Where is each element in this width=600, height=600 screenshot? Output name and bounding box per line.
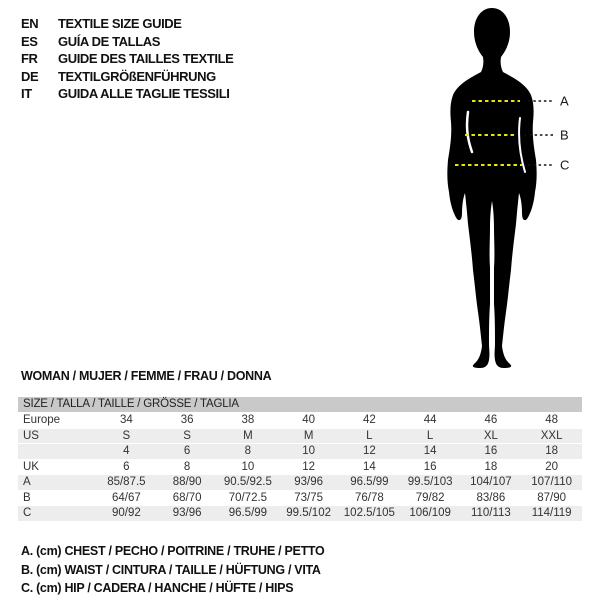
- section-title: WOMAN / MUJER / FEMME / FRAU / DONNA: [21, 369, 272, 383]
- size-cell: 110/113: [470, 507, 511, 519]
- size-cell: 93/96: [172, 507, 202, 519]
- size-cell: 44: [423, 414, 437, 426]
- size-cell: 76/78: [354, 491, 384, 504]
- size-cell: 6: [123, 460, 130, 473]
- size-cell: M: [243, 429, 253, 442]
- language-title: TEXTILGRÖßENFÜHRUNG: [58, 68, 216, 84]
- size-table: [18, 397, 582, 521]
- size-cell: L: [426, 429, 434, 442]
- size-cell: 8: [183, 460, 191, 473]
- size-cell: 10: [302, 445, 316, 457]
- size-cell: 36: [180, 414, 194, 426]
- language-title: GUIDE DES TAILLES TEXTILE: [58, 51, 234, 66]
- size-cell: 16: [484, 445, 498, 457]
- measure-label-c: C: [560, 157, 570, 173]
- measure-label-b: B: [560, 127, 569, 143]
- size-cell: 16: [423, 460, 437, 473]
- legend-item: B. (cm) WAIST / CINTURA / TAILLE / HÜFTUNG / VITA: [21, 562, 321, 577]
- language-title-list: [21, 15, 233, 103]
- language-row: [21, 85, 233, 103]
- size-cell: 96.5/99: [350, 476, 389, 488]
- size-cell: 40: [302, 414, 316, 426]
- language-code: EN: [21, 16, 39, 31]
- size-cell: 14: [362, 460, 376, 473]
- table-row: [18, 474, 582, 490]
- size-cell: 88/90: [172, 476, 202, 488]
- language-code: ES: [21, 33, 38, 49]
- size-cell: 99.5/102: [286, 507, 331, 519]
- language-title: GUÍA DE TALLAS: [58, 33, 161, 49]
- size-cell: 96.5/99: [228, 507, 268, 519]
- size-cell: XXL: [540, 429, 563, 442]
- size-cell: 18: [545, 445, 559, 457]
- measure-label-a: A: [560, 93, 569, 109]
- size-cell: 107/110: [531, 476, 572, 488]
- size-cell: 73/75: [294, 491, 324, 504]
- size-cell: 90.5/92.5: [223, 476, 272, 488]
- size-cell: M: [303, 429, 314, 442]
- language-row: [21, 50, 233, 68]
- row-label: B: [23, 491, 31, 504]
- size-cell: 12: [362, 445, 376, 457]
- table-row: [18, 428, 582, 444]
- size-cell: 99.5/103: [407, 476, 453, 488]
- row-label: US: [23, 429, 39, 442]
- language-title: TEXTILE SIZE GUIDE: [58, 16, 182, 31]
- row-label: C: [23, 507, 32, 519]
- row-label: A: [23, 476, 31, 488]
- woman-silhouette: [447, 8, 536, 368]
- size-cell: 90/92: [111, 507, 141, 519]
- size-cell: 48: [545, 414, 559, 426]
- language-code: FR: [21, 51, 38, 66]
- size-cell: 18: [484, 460, 498, 473]
- size-cell: 87/90: [537, 491, 567, 504]
- language-title: GUIDA ALLE TAGLIE TESSILI: [58, 86, 230, 101]
- size-cell: 20: [545, 460, 559, 473]
- size-cell: 114/119: [531, 507, 572, 519]
- size-cell: 102.5/105: [343, 507, 395, 519]
- size-cell: 64/67: [111, 491, 141, 504]
- table-row: [18, 412, 582, 428]
- language-row: [21, 15, 233, 33]
- size-cell: 83/86: [476, 491, 506, 504]
- size-cell: L: [366, 429, 373, 442]
- size-cell: 68/70: [172, 491, 202, 504]
- measurement-legend: [21, 542, 324, 598]
- language-code: IT: [21, 86, 32, 101]
- row-label: Europe: [23, 414, 61, 426]
- size-table-body: [18, 412, 582, 521]
- size-cell: S: [183, 429, 191, 442]
- size-cell: S: [122, 429, 131, 442]
- size-cell: XL: [483, 429, 498, 442]
- row-label: UK: [23, 460, 39, 473]
- size-cell: 6: [183, 445, 191, 457]
- size-cell: 85/87.5: [107, 476, 146, 488]
- language-code: DE: [21, 68, 39, 84]
- size-cell: 34: [119, 414, 133, 426]
- size-cell: 42: [362, 414, 376, 426]
- size-cell: 79/82: [415, 491, 445, 504]
- size-cell: 14: [423, 445, 437, 457]
- table-row: [18, 505, 582, 521]
- legend-item: C. (cm) HIP / CADERA / HANCHE / HÜFTE / HIPS: [21, 581, 294, 595]
- table-row: [18, 490, 582, 506]
- table-row: [18, 443, 582, 459]
- size-cell: 8: [244, 445, 252, 457]
- size-cell: 70/72.5: [228, 491, 268, 504]
- size-cell: 4: [123, 445, 130, 457]
- size-cell: 104/107: [470, 476, 512, 488]
- size-cell: 46: [484, 414, 498, 426]
- size-cell: 10: [241, 460, 255, 473]
- size-table-header: SIZE / TALLA / TAILLE / GRÖSSE / TAGLIA: [18, 397, 582, 412]
- legend-item: A. (cm) CHEST / PECHO / POITRINE / TRUHE / PETTO: [21, 544, 325, 558]
- size-cell: 12: [302, 460, 316, 473]
- size-cell: 106/109: [409, 507, 451, 519]
- table-row: [18, 459, 582, 475]
- language-row: [21, 68, 233, 86]
- size-cell: 38: [241, 414, 255, 426]
- row-label: [18, 444, 96, 459]
- woman-silhouette-figure: [427, 6, 577, 368]
- size-cell: 93/96: [294, 476, 324, 488]
- language-row: [21, 33, 233, 51]
